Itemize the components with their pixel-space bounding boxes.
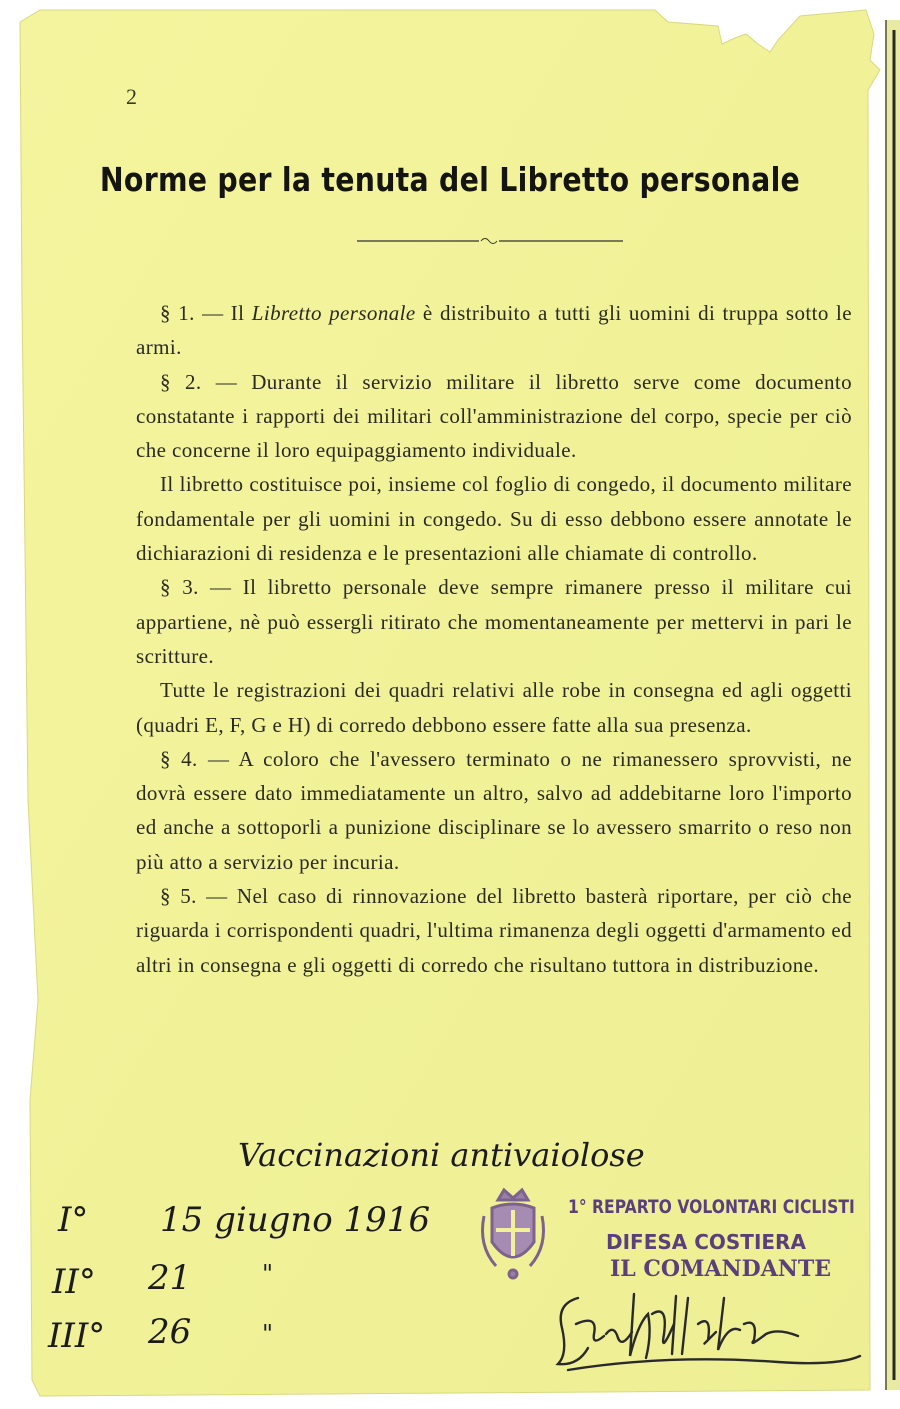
stamp-department-line: DIFESA COSTIERA [606,1230,806,1254]
handwritten-dose-2-ditto: " [262,1260,274,1288]
crest-stamp-icon [476,1186,550,1282]
paragraph-2: § 2. — Durante il servizio militare il libretto serve come documento constatante i rapporti dei militari coll'amministrazione del corpo, specie per ciò che concerne il loro equipaggiamento individuale. [136,369,852,463]
paragraph-4: § 3. — Il libretto personale deve sempre rimanere presso il militare cui appartiene, nè può essergli ritirato che momentaneamente per mettervi in pari le scritture. [136,575,852,668]
title-divider [355,234,625,248]
handwritten-dose-1-number: I° [58,1200,89,1240]
regulations-text [136,296,852,982]
page-number: 2 [126,84,137,109]
stamp-unit-line: 1° REPARTO VOLONTARI CICLISTI [568,1196,855,1218]
paragraph-1: § 1. — Il Libretto personale è distribuito a tutti gli uomini di truppa sotto le armi. [136,301,853,360]
paragraph-3: Il libretto costituisce poi, insieme col foglio di congedo, il documento militare fondamentale per gli uomini in congedo. Su di esso debbono essere annotate le dichiarazioni di residenza e le presentazioni alle chiamate di controllo. [136,472,852,566]
commander-signature [548,1284,868,1384]
binding-edge [874,0,900,1404]
handwritten-dose-3-date: 26 [148,1312,192,1352]
page-title: Norme per la tenuta del Libretto personale [99,160,801,199]
handwritten-dose-1-date: 15 giugno 1916 [160,1200,431,1240]
handwritten-dose-3-ditto: " [262,1320,274,1348]
paragraph-7: § 5. — Nel caso di rinnovazione del libretto basterà riportare, per ciò che riguarda i corrispondenti quadri, l'ultima rimanenza degli oggetti d'armamento ed altri in consegna e gli oggetti di corredo che risultano tuttora in distribuzione. [136,884,852,977]
handwritten-dose-3-number: III° [48,1316,106,1356]
stamp-commander-line: IL COMANDANTE [610,1256,832,1282]
handwritten-dose-2-date: 21 [148,1258,192,1298]
paragraph-5: Tutte le registrazioni dei quadri relativi alle robe in consegna ed agli oggetti (quadri E, F, G e H) di corredo debbono essere fatte alla sua presenza. [136,678,852,737]
paragraph-6: § 4. — A coloro che l'avessero terminato o ne rimanessero sprovvisti, ne dovrà essere dato immediatamente un altro, salvo ad addebitarne loro l'importo ed anche a sottoporli a punizione disciplinare se lo avessero smarrito o reso non più atto a servizio per incuria. [136,746,852,874]
handwritten-dose-2-number: II° [52,1262,96,1302]
handwritten-heading: Vaccinazioni antivaiolose [238,1136,645,1174]
